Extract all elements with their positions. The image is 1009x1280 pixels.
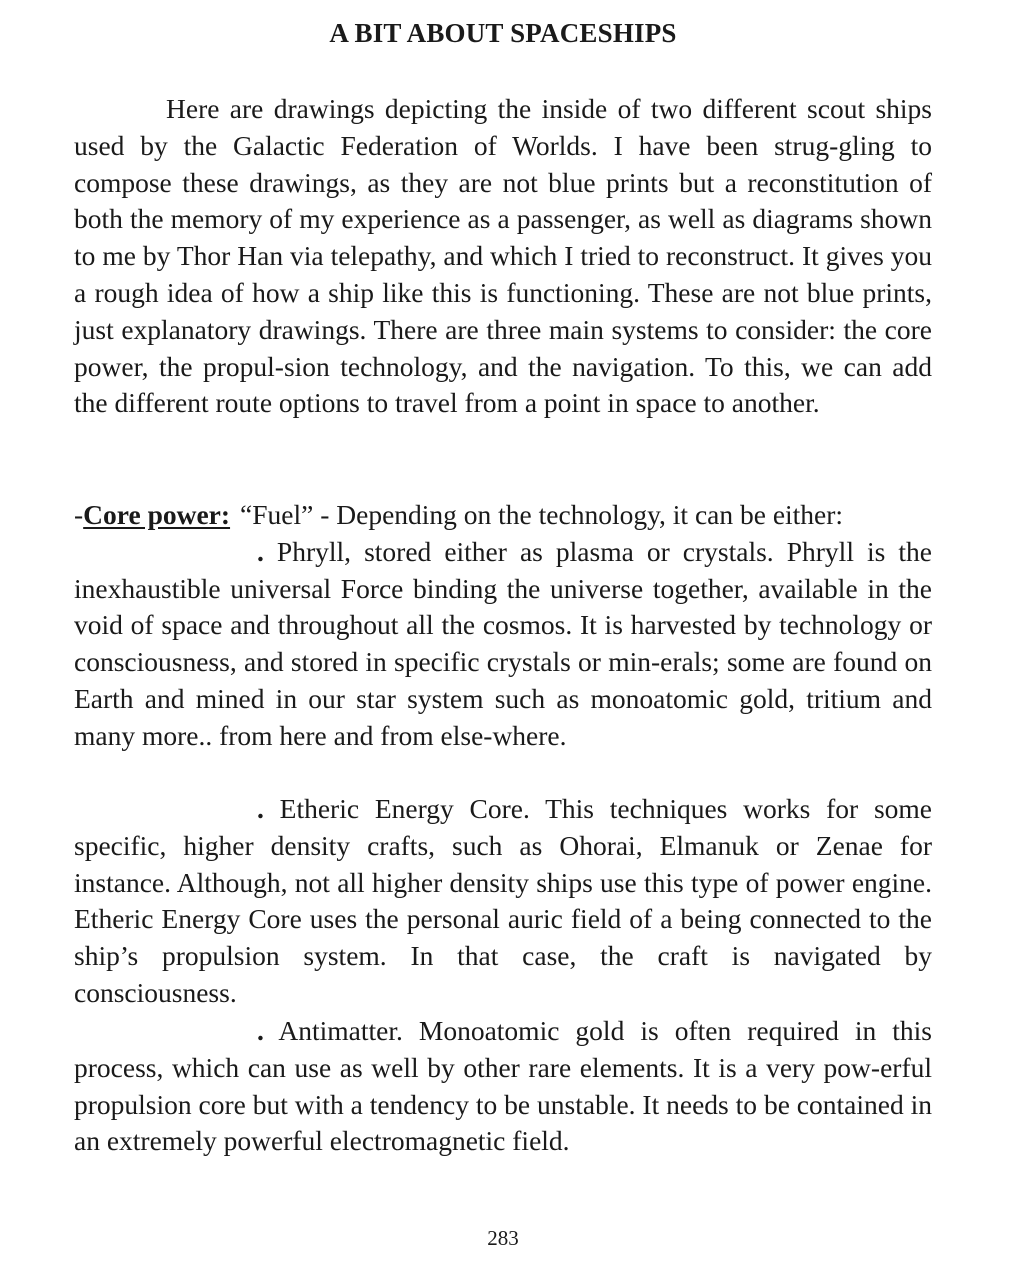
bullet-dot: . (257, 535, 264, 567)
core-power-paragraph (74, 497, 932, 755)
intro-paragraph: Here are drawings depicting the inside of two different scout ships used by the Galactic Federation of Worlds. I have been strug-gling to compose these drawings, as they are not blue prints but a reconstitution of both the memory of my experience as a passenger, as well as diagrams shown to me by Thor Han via telepathy, and which I tried to reconstruct. It gives you a rough idea of how a ship like this is functioning. These are not blue prints, just explanatory drawings. There are three main systems to consider: the core power, the propul-sion technology, and the navigation. To this, we can add the different route options to travel from a point in space to another. (74, 93, 932, 419)
item-antimatter-text: Antimatter. Monoatomic gold is often required in this process, which can use as well by other rare elements. It is a very pow-erful propulsion core but with a tendency to be unstable. It needs to be contained in an extremely powerful electromagnetic field. (74, 1015, 932, 1157)
page-number: 283 (487, 1226, 519, 1250)
antimatter-paragraph (74, 1013, 932, 1160)
item-phryll-text: Phryll, stored either as plasma or crystals. Phryll is the inexhaustible universal Force binding the universe together, available in the void of space and throughout all the cosmos. It is harvested by technology or consciousness, and stored in specific crystals or min-erals; some are found on Earth and mined in our star system such as monoatomic gold, tritium and many more.. from here and from else-where. (74, 535, 932, 751)
bullet-dot: . (257, 1015, 264, 1046)
etheric-paragraph (74, 791, 932, 1012)
bullet-dot: . (257, 793, 264, 824)
core-power-dash: - (74, 499, 84, 530)
core-power-label: Core power: (83, 499, 231, 530)
page-title: A BIT ABOUT SPACESHIPS (329, 18, 677, 48)
core-power-lead: “Fuel” - Depending on the technology, it can be either: (240, 499, 844, 530)
item-etheric-text: Etheric Energy Core. This techniques works for some specific, higher density crafts, such as Ohorai, Elmanuk or Zenae for instance. Although, not all higher density ships use this type of power engine. Etheric Energy Core uses the personal auric field of a being connected to the ship’s propulsion system. In that case, the craft is navigated by consciousness. (74, 793, 932, 1008)
